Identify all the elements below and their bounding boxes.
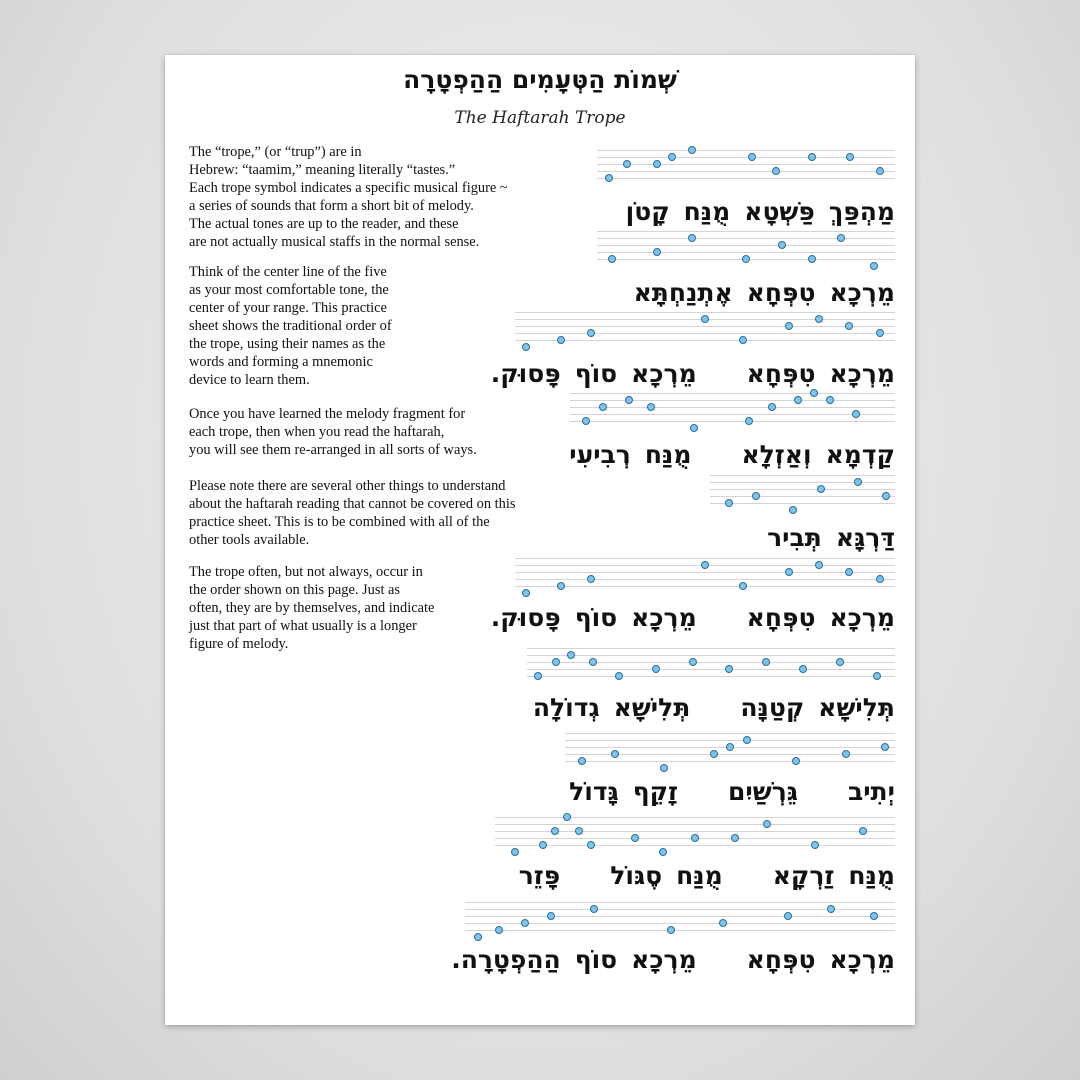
note-dot bbox=[719, 919, 727, 927]
staff-line bbox=[597, 171, 895, 172]
note-dot bbox=[842, 750, 850, 758]
staff-line bbox=[515, 558, 895, 559]
trope-text-line bbox=[620, 278, 895, 307]
staff-line bbox=[710, 489, 895, 490]
paragraph-line: the trope, using their names as the bbox=[189, 336, 386, 352]
legend-row bbox=[185, 749, 239, 766]
trope-text-line bbox=[505, 861, 895, 890]
note-dot bbox=[660, 764, 668, 772]
trope-word: מֵרְכָא bbox=[631, 603, 697, 632]
melody-staff bbox=[515, 558, 895, 590]
note-dot bbox=[605, 174, 613, 182]
melody-staff bbox=[495, 817, 895, 849]
hebrew-title: שְׁמוֹת הַטְּעָמִים הַהַפְטָרָה bbox=[403, 65, 677, 94]
note-dot bbox=[690, 424, 698, 432]
note-dot bbox=[725, 665, 733, 673]
trope-text-line bbox=[555, 440, 895, 469]
note-dot bbox=[739, 336, 747, 344]
legend-row bbox=[185, 697, 191, 714]
note-dot bbox=[659, 848, 667, 856]
staff-line bbox=[710, 482, 895, 483]
trope-word: סוֹף bbox=[574, 945, 618, 974]
melody-staff bbox=[597, 150, 895, 182]
staff-line bbox=[515, 333, 895, 334]
melody-staff bbox=[710, 475, 895, 507]
melody-staff bbox=[465, 902, 895, 934]
note-dot bbox=[763, 820, 771, 828]
trope-word: זָקֵף bbox=[632, 777, 678, 806]
note-dot bbox=[547, 912, 555, 920]
trope-text-line bbox=[519, 693, 895, 722]
note-dot bbox=[859, 827, 867, 835]
note-dot bbox=[647, 403, 655, 411]
paragraph-line: often, they are by themselves, and indicate bbox=[189, 600, 435, 616]
trope-word: טִפְּחָא bbox=[746, 603, 816, 632]
paragraph-1 bbox=[189, 143, 508, 251]
note-dot bbox=[608, 255, 616, 263]
paragraph-line: practice sheet. This is to be combined with all of the bbox=[189, 514, 490, 530]
staff-line bbox=[570, 421, 895, 422]
trope-word: מֻנַּח bbox=[644, 440, 692, 469]
note-dot bbox=[726, 743, 734, 751]
paragraph-line: figure of melody. bbox=[189, 636, 289, 652]
trope-word: תְּבִיר bbox=[767, 523, 822, 552]
legend-row bbox=[185, 853, 191, 870]
note-dot bbox=[784, 912, 792, 920]
note-dot bbox=[701, 561, 709, 569]
trope-word: מֻנַּח bbox=[676, 861, 723, 890]
english-title: The Haftarah Trope bbox=[454, 108, 626, 128]
note-dot bbox=[739, 582, 747, 590]
note-dot bbox=[623, 160, 631, 168]
paragraph-line: sheet shows the traditional order of bbox=[189, 318, 392, 334]
note-dot bbox=[551, 827, 559, 835]
paragraph-2 bbox=[189, 263, 392, 389]
trope-word: גֵּרְשַׁיִם bbox=[728, 777, 798, 806]
note-dot bbox=[745, 417, 753, 425]
paragraph-line: center of your range. This practice bbox=[189, 300, 387, 316]
trope-word: מֵרְכָא bbox=[829, 278, 895, 307]
staff-line bbox=[527, 648, 895, 649]
note-dot bbox=[742, 255, 750, 263]
trope-word: סוֹף bbox=[574, 603, 618, 632]
trope-text-line bbox=[555, 777, 895, 806]
note-dot bbox=[876, 329, 884, 337]
trope-word: אֶתְנַחְתָּא bbox=[633, 278, 733, 307]
note-dot bbox=[587, 841, 595, 849]
note-dot bbox=[748, 153, 756, 161]
note-dot bbox=[557, 336, 565, 344]
paragraph-line: just that part of what usually is a longer bbox=[189, 618, 417, 634]
note-dot bbox=[768, 403, 776, 411]
note-dot bbox=[710, 750, 718, 758]
note-dot bbox=[811, 841, 819, 849]
note-dot bbox=[522, 589, 530, 597]
legend-row bbox=[185, 801, 215, 818]
staff-line bbox=[570, 400, 895, 401]
note-dot bbox=[743, 736, 751, 744]
note-dot bbox=[845, 322, 853, 330]
trope-word: סֶגּוֹל bbox=[610, 861, 663, 890]
trope-word: קַדְמָא bbox=[825, 440, 895, 469]
trope-word: פַּשְׁטָא bbox=[744, 197, 815, 226]
trope-word: מֵרְכָא bbox=[829, 603, 895, 632]
note-dot bbox=[691, 834, 699, 842]
staff-line bbox=[597, 245, 895, 246]
note-dot bbox=[563, 813, 571, 821]
trope-word: קְטַנָּה bbox=[740, 693, 805, 722]
note-dot bbox=[772, 167, 780, 175]
note-dot bbox=[668, 153, 676, 161]
note-dot bbox=[557, 582, 565, 590]
paragraph-line: Hebrew: “taamim,” meaning literally “tastes.” bbox=[189, 162, 456, 178]
trope-word: מַהְפַּךְ bbox=[828, 197, 895, 226]
trope-word: פָּסוּק. bbox=[490, 603, 561, 632]
trope-word: סוֹף bbox=[574, 359, 618, 388]
melody-staff bbox=[515, 312, 895, 344]
paragraph-line: are not actually musical staffs in the normal sense. bbox=[189, 234, 480, 250]
note-dot bbox=[876, 575, 884, 583]
note-dot bbox=[731, 834, 739, 842]
paragraph-line: the order shown on this page. Just as bbox=[189, 582, 401, 598]
staff-line bbox=[570, 393, 895, 394]
trope-text-line bbox=[753, 523, 895, 552]
note-dot bbox=[810, 389, 818, 397]
trope-word: תְּלִישָׁא bbox=[818, 693, 895, 722]
note-dot bbox=[725, 499, 733, 507]
paragraph-line: other tools available. bbox=[189, 532, 310, 548]
staff-line bbox=[495, 845, 895, 846]
note-dot bbox=[815, 561, 823, 569]
staff-line bbox=[565, 740, 895, 741]
note-dot bbox=[511, 848, 519, 856]
note-dot bbox=[836, 658, 844, 666]
note-dot bbox=[495, 926, 503, 934]
trope-word: מֵרְכָא bbox=[631, 359, 697, 388]
staff-line bbox=[570, 414, 895, 415]
note-dot bbox=[599, 403, 607, 411]
legend-row bbox=[185, 669, 191, 686]
note-dot bbox=[870, 912, 878, 920]
trope-word: מֻנַּח bbox=[848, 861, 895, 890]
note-dot bbox=[653, 248, 661, 256]
paragraph-line: device to learn them. bbox=[189, 372, 310, 388]
melody-staff bbox=[570, 393, 895, 425]
trope-word: תְּלִישָׁא bbox=[613, 693, 691, 722]
trope-word: מֵרְכָא bbox=[631, 945, 697, 974]
staff-line bbox=[515, 340, 895, 341]
trope-word: מֵרְכָא bbox=[829, 945, 895, 974]
note-dot bbox=[817, 485, 825, 493]
paragraph-line: words and forming a mnemonic bbox=[189, 354, 373, 370]
staff-line bbox=[710, 475, 895, 476]
note-dot bbox=[826, 396, 834, 404]
paragraph-line: about the haftarah reading that cannot be covered on this bbox=[189, 496, 516, 512]
note-dot bbox=[611, 750, 619, 758]
note-dot bbox=[582, 417, 590, 425]
trope-word: טִפְּחָא bbox=[746, 945, 816, 974]
trope-word: גְדוֹלָה bbox=[532, 693, 600, 722]
staff-line bbox=[515, 579, 895, 580]
note-dot bbox=[808, 153, 816, 161]
melody-staff bbox=[597, 231, 895, 263]
note-dot bbox=[789, 506, 797, 514]
note-dot bbox=[854, 478, 862, 486]
paragraph-line: you will see them re-arranged in all sorts of ways. bbox=[189, 442, 477, 458]
note-dot bbox=[589, 658, 597, 666]
staff-line bbox=[465, 916, 895, 917]
trope-text-line bbox=[477, 603, 895, 632]
paragraph-3 bbox=[189, 405, 477, 459]
paragraph-line: Please note there are several other things to understand bbox=[189, 478, 506, 494]
staff-line bbox=[597, 231, 895, 232]
note-dot bbox=[852, 410, 860, 418]
staff-line bbox=[710, 496, 895, 497]
note-dot bbox=[752, 492, 760, 500]
trope-word: הַהַפְטָרָה. bbox=[451, 945, 561, 974]
note-dot bbox=[688, 146, 696, 154]
note-dot bbox=[846, 153, 854, 161]
paragraph-line: The “trope,” (or “trup”) are in bbox=[189, 144, 362, 160]
staff-line bbox=[515, 572, 895, 573]
paragraph-4 bbox=[189, 477, 515, 549]
note-dot bbox=[785, 568, 793, 576]
trope-word: דַּרְגָּא bbox=[835, 523, 895, 552]
note-dot bbox=[567, 651, 575, 659]
paragraph-line: Each trope symbol indicates a specific musical figure ~ bbox=[189, 180, 508, 196]
note-dot bbox=[590, 905, 598, 913]
note-dot bbox=[799, 665, 807, 673]
staff-line bbox=[465, 930, 895, 931]
melody-staff bbox=[565, 733, 895, 765]
paragraph-line: Once you have learned the melody fragment for bbox=[189, 406, 466, 422]
legend-row bbox=[185, 827, 191, 844]
staff-line bbox=[527, 655, 895, 656]
note-dot bbox=[815, 315, 823, 323]
note-dot bbox=[870, 262, 878, 270]
staff-line bbox=[515, 326, 895, 327]
note-dot bbox=[625, 396, 633, 404]
paragraph-5 bbox=[189, 563, 434, 653]
staff-line bbox=[565, 733, 895, 734]
note-dot bbox=[615, 672, 623, 680]
staff-line bbox=[710, 503, 895, 504]
trope-text-line bbox=[477, 359, 895, 388]
staff-line bbox=[597, 164, 895, 165]
trope-word: קָטֹן bbox=[625, 197, 670, 226]
note-dot bbox=[522, 343, 530, 351]
staff-line bbox=[597, 238, 895, 239]
paragraph-line: a series of sounds that form a short bit of melody. bbox=[189, 198, 474, 214]
staff-line bbox=[515, 586, 895, 587]
note-dot bbox=[688, 234, 696, 242]
trope-text-line bbox=[612, 197, 895, 226]
note-dot bbox=[474, 933, 482, 941]
trope-word: פָּזֵר bbox=[518, 861, 561, 890]
note-dot bbox=[587, 329, 595, 337]
trope-word: מֵרְכָא bbox=[829, 359, 895, 388]
staff-line bbox=[465, 902, 895, 903]
note-dot bbox=[837, 234, 845, 242]
note-dot bbox=[652, 665, 660, 673]
trope-word: יְתִיב bbox=[847, 777, 895, 806]
legend-row bbox=[185, 935, 215, 952]
melody-staff bbox=[527, 648, 895, 680]
trope-word: מֻנַּח bbox=[683, 197, 731, 226]
note-dot bbox=[845, 568, 853, 576]
trope-word: גָּדוֹל bbox=[569, 777, 619, 806]
note-dot bbox=[539, 841, 547, 849]
paragraph-line: as your most comfortable tone, the bbox=[189, 282, 389, 298]
trope-word: וְאַזְלָא bbox=[741, 440, 812, 469]
note-dot bbox=[552, 658, 560, 666]
staff-line bbox=[597, 252, 895, 253]
note-dot bbox=[794, 396, 802, 404]
trope-word: טִפְּחָא bbox=[746, 278, 816, 307]
note-dot bbox=[575, 827, 583, 835]
paragraph-line: each trope, then when you read the haftarah, bbox=[189, 424, 445, 440]
legend-row bbox=[185, 907, 239, 924]
note-dot bbox=[762, 658, 770, 666]
note-dot bbox=[578, 757, 586, 765]
staff-line bbox=[570, 407, 895, 408]
note-dot bbox=[785, 322, 793, 330]
note-dot bbox=[689, 658, 697, 666]
note-dot bbox=[631, 834, 639, 842]
note-dot bbox=[792, 757, 800, 765]
paragraph-line: The trope often, but not always, occur in bbox=[189, 564, 423, 580]
note-dot bbox=[882, 492, 890, 500]
note-dot bbox=[587, 575, 595, 583]
note-dot bbox=[827, 905, 835, 913]
note-dot bbox=[881, 743, 889, 751]
note-dot bbox=[521, 919, 529, 927]
trope-word: רְבִיעִי bbox=[569, 440, 631, 469]
note-dot bbox=[534, 672, 542, 680]
note-dot bbox=[667, 926, 675, 934]
staff-line bbox=[527, 676, 895, 677]
trope-word: זַרְקָא bbox=[772, 861, 835, 890]
note-dot bbox=[653, 160, 661, 168]
note-dot bbox=[876, 167, 884, 175]
staff-line bbox=[527, 669, 895, 670]
staff-line bbox=[465, 923, 895, 924]
staff-line bbox=[495, 824, 895, 825]
paragraph-line: The actual tones are up to the reader, and these bbox=[189, 216, 459, 232]
legend-row bbox=[185, 777, 191, 794]
legend-row bbox=[185, 881, 239, 898]
note-dot bbox=[873, 672, 881, 680]
staff-line bbox=[515, 312, 895, 313]
note-dot bbox=[778, 241, 786, 249]
paragraph-line: Think of the center line of the five bbox=[189, 264, 387, 280]
note-dot bbox=[701, 315, 709, 323]
trope-word: פָּסוּק. bbox=[490, 359, 561, 388]
legend-row bbox=[185, 725, 215, 742]
staff-line bbox=[597, 178, 895, 179]
trope-word: טִפְּחָא bbox=[746, 359, 816, 388]
staff-line bbox=[565, 761, 895, 762]
poster-sheet bbox=[165, 55, 915, 1025]
note-dot bbox=[808, 255, 816, 263]
staff-line bbox=[495, 817, 895, 818]
trope-text-line bbox=[437, 945, 895, 974]
staff-line bbox=[597, 150, 895, 151]
